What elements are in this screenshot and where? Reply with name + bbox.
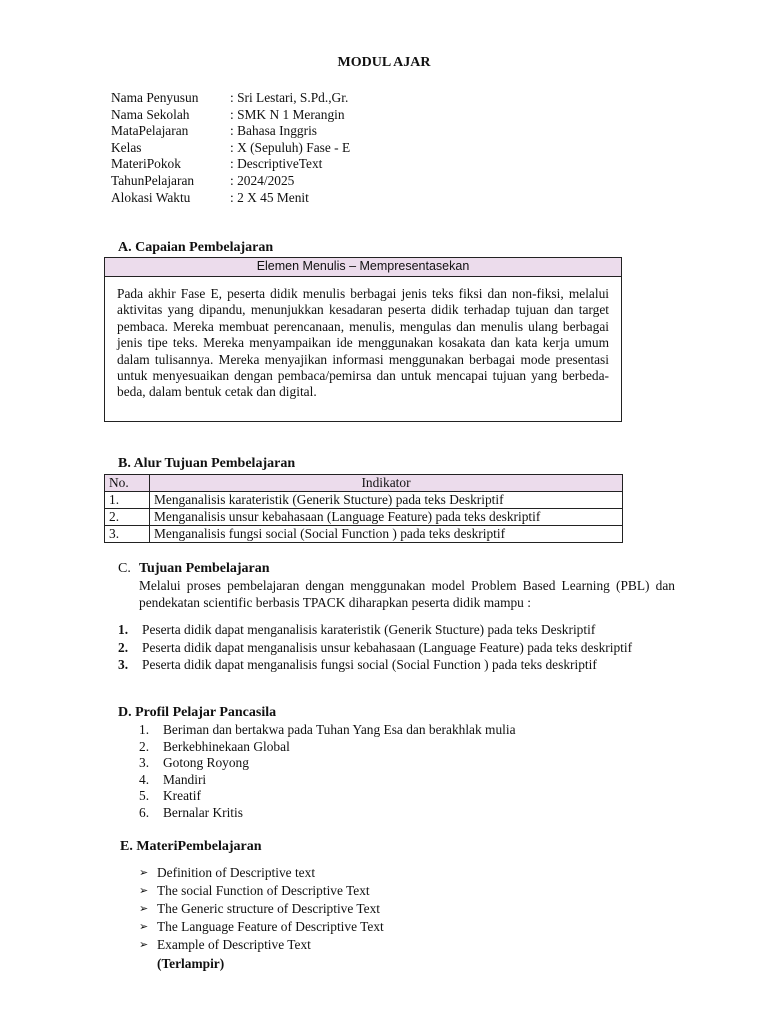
identity-label: Nama Sekolah — [111, 106, 190, 122]
list-text: Kreatif — [163, 788, 201, 804]
list-item — [139, 772, 516, 789]
list-item — [118, 622, 675, 639]
list-item — [118, 640, 675, 657]
identity-value: : X (Sepuluh) Fase - E — [230, 139, 351, 155]
section-c-letter: C. — [118, 561, 131, 576]
tujuan-list — [118, 622, 675, 674]
list-number: 3. — [118, 657, 129, 673]
identity-block — [111, 90, 350, 206]
identity-label: Nama Penyusun — [111, 90, 199, 105]
list-text: Beriman dan bertakwa pada Tuhan Yang Esa dan berakhlak mulia — [163, 722, 516, 737]
list-item — [118, 657, 675, 674]
list-number: 4. — [139, 771, 150, 787]
row-indikator: Menganalisis unsur kebahasaan (Language Feature) pada teks deskriptif — [150, 509, 623, 526]
list-item — [139, 788, 516, 805]
table-row — [105, 492, 623, 509]
tujuan-intro: Melalui proses pembelajaran dengan menggunakan model Problem Based Learning (PBL) dan pendekatan scientific berbasis TPACK diharapkan peserta didik mampu : — [139, 578, 675, 610]
identity-row-penyusun — [111, 90, 350, 107]
capaian-text: Pada akhir Fase E, peserta didik menulis berbagai jenis teks fiksi dan non-fiksi, melalui aktivitas yang dipandu, menunjukkan kesadaran peserta didik terhadap tujuan dan target pembaca. Mereka membuat perencanaan, menulis, mengulas dan menulis ulang berbagai jenis tipe teks. Mereka menyampaikan ide menggunakan kosakata dan kata kerja umum dalam tulisannya. Mereka menyajikan informasi menggunakan berbagai mode presentasi untuk menyesuaikan dengan pembaca/pemirsa dan untuk mencapai tujuan yang berbeda-beda, dalam bentuk cetak dan digital. — [117, 286, 609, 400]
identity-value: : SMK N 1 Merangin — [230, 106, 345, 122]
terlampir-note: (Terlampir) — [157, 956, 225, 971]
identity-row-sekolah — [111, 107, 350, 124]
arrowhead-bullet-icon: ➢ — [139, 885, 149, 897]
capaian-box — [104, 257, 622, 422]
section-a-heading: A. Capaian Pembelajaran — [118, 240, 274, 255]
profil-list — [139, 722, 516, 822]
list-number: 2. — [118, 639, 129, 655]
section-c-title: Tujuan Pembelajaran — [139, 561, 270, 576]
identity-row-alokasi — [111, 190, 350, 207]
arrowhead-bullet-icon: ➢ — [139, 867, 149, 879]
capaian-box-header: Elemen Menulis – Mempresentasekan — [105, 258, 621, 277]
list-text: The Generic structure of Descriptive Text — [157, 901, 381, 916]
identity-row-mapel — [111, 123, 350, 140]
list-text: Bernalar Kritis — [163, 804, 243, 820]
identity-row-materi — [111, 156, 350, 173]
row-number: 2. — [105, 509, 150, 526]
identity-row-tahun — [111, 173, 350, 190]
arrowhead-bullet-icon: ➢ — [139, 939, 149, 951]
column-header-no: No. — [105, 475, 150, 492]
materi-list — [139, 864, 384, 954]
row-indikator: Menganalisis fungsi social (Social Function ) pada teks deskriptif — [150, 526, 623, 543]
section-d-heading: D. Profil Pelajar Pancasila — [118, 705, 277, 720]
list-text: Example of Descriptive Text — [157, 937, 311, 952]
alur-tujuan-table — [104, 474, 623, 543]
list-number: 1. — [139, 722, 150, 737]
list-item — [139, 722, 516, 739]
identity-label: MataPelajaran — [111, 123, 189, 139]
list-text: Peserta didik dapat menganalisis unsur kebahasaan (Language Feature) pada teks deskriptif — [142, 639, 633, 655]
identity-value: : 2024/2025 — [230, 172, 295, 188]
list-number: 3. — [139, 755, 150, 771]
list-text: Mandiri — [163, 771, 207, 787]
identity-value: : Bahasa Inggris — [230, 123, 318, 139]
identity-value: : 2 X 45 Menit — [230, 189, 309, 205]
list-text: Definition of Descriptive text — [157, 865, 316, 880]
row-number: 1. — [105, 492, 150, 509]
list-text: Berkebhinekaan Global — [163, 738, 290, 754]
row-indikator: Menganalisis karateristik (Generik Stucture) pada teks Deskriptif — [150, 492, 623, 509]
list-number: 6. — [139, 804, 150, 820]
table-header-row — [105, 475, 623, 492]
identity-value: : Sri Lestari, S.Pd.,Gr. — [230, 90, 349, 105]
list-item — [139, 805, 516, 822]
list-text: The Language Feature of Descriptive Text — [157, 919, 384, 934]
list-number: 1. — [118, 622, 129, 637]
table-row — [105, 509, 623, 526]
row-number: 3. — [105, 526, 150, 543]
list-text: The social Function of Descriptive Text — [157, 883, 370, 898]
document-title: MODUL AJAR — [337, 55, 431, 70]
list-text: Peserta didik dapat menganalisis karateristik (Generik Stucture) pada teks Deskriptif — [142, 622, 596, 637]
list-text: Peserta didik dapat menganalisis fungsi social (Social Function ) pada teks deskriptif — [142, 657, 597, 673]
list-item — [139, 755, 516, 772]
list-item — [139, 882, 384, 900]
list-item — [139, 864, 384, 882]
list-item — [139, 918, 384, 936]
list-item — [139, 739, 516, 756]
identity-row-kelas — [111, 140, 350, 157]
list-number: 2. — [139, 738, 150, 754]
list-number: 5. — [139, 788, 150, 804]
list-text: Gotong Royong — [163, 755, 249, 771]
list-item — [139, 936, 384, 954]
arrowhead-bullet-icon: ➢ — [139, 903, 149, 915]
identity-value: : DescriptiveText — [230, 156, 323, 172]
arrowhead-bullet-icon: ➢ — [139, 921, 149, 933]
identity-label: MateriPokok — [111, 156, 181, 172]
list-item — [139, 900, 384, 918]
section-e-heading: E. MateriPembelajaran — [120, 839, 262, 854]
identity-label: TahunPelajaran — [111, 172, 195, 188]
column-header-indikator: Indikator — [150, 475, 623, 492]
identity-label: Alokasi Waktu — [111, 189, 191, 205]
section-c-heading — [118, 561, 270, 578]
table-row — [105, 526, 623, 543]
identity-label: Kelas — [111, 139, 142, 155]
section-b-heading: B. Alur Tujuan Pembelajaran — [118, 456, 296, 471]
